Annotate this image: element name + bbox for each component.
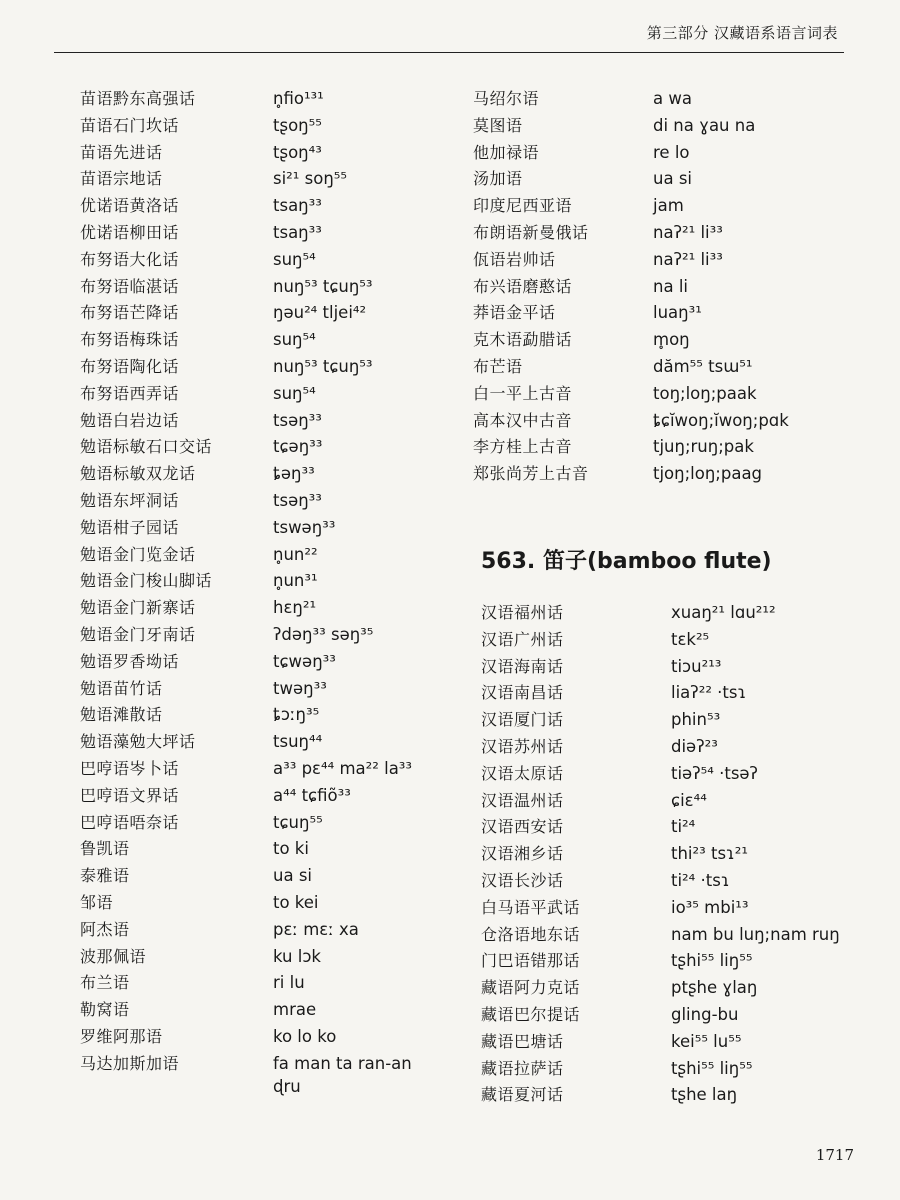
language-name: 勉语苗竹话 bbox=[80, 678, 163, 698]
language-name: 阿杰语 bbox=[80, 919, 130, 939]
language-name: 勒窝语 bbox=[80, 1000, 130, 1020]
language-name: 勉语标敏双龙话 bbox=[80, 464, 196, 484]
language-name: 仓洛语地东话 bbox=[481, 924, 581, 944]
word-form: to ki bbox=[273, 839, 309, 859]
word-form: ȶɔːŋ³⁵ bbox=[273, 705, 320, 725]
word-form: mrae bbox=[273, 1000, 317, 1020]
word-list-row bbox=[473, 140, 873, 167]
word-list-row bbox=[473, 975, 873, 1002]
word-list-row bbox=[473, 788, 873, 815]
language-name: 勉语藻勉大坪话 bbox=[80, 732, 196, 752]
word-form: naʔ²¹ li³³ bbox=[653, 222, 723, 242]
word-list-row bbox=[80, 542, 460, 569]
word-form: tjuŋ;ruŋ;pak bbox=[653, 437, 754, 457]
word-form: ŋəu²⁴ tljei⁴² bbox=[273, 303, 367, 323]
language-name: 巴哼语唔奈话 bbox=[80, 812, 180, 832]
word-list-row bbox=[80, 568, 460, 595]
language-name: 布努语梅珠话 bbox=[80, 330, 180, 350]
word-form: tiəʔ⁵⁴ ·tsəʔ bbox=[671, 763, 758, 783]
word-list-row bbox=[473, 948, 873, 975]
word-list-row bbox=[80, 86, 460, 113]
word-form: tsaŋ³³ bbox=[273, 222, 322, 242]
word-list-row bbox=[80, 300, 460, 327]
word-list-row bbox=[473, 627, 873, 654]
language-name: 巴哼语岑卜话 bbox=[80, 758, 180, 778]
language-name: 藏语巴塘话 bbox=[481, 1031, 564, 1051]
language-name: 高本汉中古音 bbox=[473, 410, 573, 430]
word-list-row bbox=[473, 654, 873, 681]
word-form: tsaŋ³³ bbox=[273, 196, 322, 216]
language-name: 罗维阿那语 bbox=[80, 1026, 163, 1046]
word-list-row bbox=[80, 140, 460, 167]
language-name: 苗语黔东高强话 bbox=[80, 89, 196, 108]
word-list-row bbox=[80, 997, 460, 1024]
word-form: ua si bbox=[273, 866, 312, 886]
language-name: 布努语芒降话 bbox=[80, 303, 180, 323]
word-list-row bbox=[473, 434, 873, 461]
language-name: 李方桂上古音 bbox=[473, 437, 573, 457]
language-name: 汉语厦门话 bbox=[481, 710, 564, 730]
word-list-row bbox=[473, 1082, 873, 1109]
word-form: luaŋ³¹ bbox=[653, 303, 702, 323]
word-form: to kei bbox=[273, 892, 319, 912]
language-name: 勉语金门梭山脚话 bbox=[80, 571, 213, 591]
word-list-row bbox=[80, 944, 460, 971]
word-form: tɕwəŋ³³ bbox=[273, 651, 336, 671]
word-form: tɕəŋ³³ bbox=[273, 437, 323, 457]
header-rule bbox=[54, 52, 844, 53]
language-name: 门巴语错那话 bbox=[481, 951, 581, 971]
language-name: 藏语拉萨话 bbox=[481, 1058, 564, 1078]
word-list-row bbox=[473, 868, 873, 895]
language-name: 莽语金平话 bbox=[473, 303, 556, 323]
word-form: nuŋ⁵³ tɕuŋ⁵³ bbox=[273, 276, 373, 296]
word-form: tiɔu²¹³ bbox=[671, 656, 722, 676]
word-list-row bbox=[80, 756, 460, 783]
word-list-row bbox=[80, 622, 460, 649]
language-name: 布朗语新曼俄话 bbox=[473, 222, 589, 242]
word-form: ɖru bbox=[273, 1077, 301, 1097]
word-list-row bbox=[473, 761, 873, 788]
word-form: pɛː mɛː xa bbox=[273, 919, 359, 939]
word-list-row bbox=[80, 649, 460, 676]
word-form: tsuŋ⁴⁴ bbox=[273, 732, 323, 752]
word-form: a wa bbox=[653, 89, 692, 108]
word-list-row bbox=[473, 274, 873, 301]
word-form: ptʂhe ɣlaŋ bbox=[671, 978, 758, 998]
language-name: 勉语柑子园话 bbox=[80, 517, 180, 537]
word-list-row bbox=[473, 166, 873, 193]
word-form: tʂhe laŋ bbox=[671, 1085, 738, 1105]
language-name: 马达加斯加语 bbox=[80, 1053, 180, 1073]
language-name: 布努语大化话 bbox=[80, 249, 180, 269]
word-list-row bbox=[473, 247, 873, 274]
word-list-row bbox=[473, 1029, 873, 1056]
word-form: ku lɔk bbox=[273, 946, 321, 966]
word-form: tʂoŋ⁵⁵ bbox=[273, 115, 322, 135]
word-list-row bbox=[80, 274, 460, 301]
language-name: 郑张尚芳上古音 bbox=[473, 464, 589, 484]
language-name: 印度尼西亚语 bbox=[473, 196, 573, 216]
word-list-row bbox=[473, 680, 873, 707]
language-name: 优诺语黄洛话 bbox=[80, 196, 180, 216]
word-list-row bbox=[473, 354, 873, 381]
language-name: 勉语金门新寨话 bbox=[80, 598, 196, 618]
word-list-row bbox=[80, 783, 460, 810]
word-list-row bbox=[80, 836, 460, 863]
word-form: jam bbox=[653, 196, 684, 216]
word-list-row bbox=[473, 86, 873, 113]
word-list-row bbox=[80, 434, 460, 461]
word-form: si²¹ soŋ⁵⁵ bbox=[273, 169, 348, 189]
word-form: tsəŋ³³ bbox=[273, 410, 322, 430]
word-list-row bbox=[80, 166, 460, 193]
word-form: liaʔ²² ·tsɿ bbox=[671, 683, 747, 703]
word-list-row bbox=[80, 113, 460, 140]
language-name: 汉语广州话 bbox=[481, 629, 564, 649]
word-form: tɕuŋ⁵⁵ bbox=[273, 812, 323, 832]
word-list-row bbox=[80, 595, 460, 622]
word-form: tsəŋ³³ bbox=[273, 490, 322, 510]
language-name: 汉语西安话 bbox=[481, 817, 564, 837]
word-list-row bbox=[80, 890, 460, 917]
word-list-row bbox=[80, 408, 460, 435]
word-form: nuŋ⁵³ tɕuŋ⁵³ bbox=[273, 356, 373, 376]
word-list-row bbox=[80, 676, 460, 703]
language-name: 巴哼语文界话 bbox=[80, 785, 180, 805]
language-name: 泰雅语 bbox=[80, 866, 130, 886]
word-list-row bbox=[473, 408, 873, 435]
word-form: tɛk²⁵ bbox=[671, 629, 710, 649]
language-name: 汉语南昌话 bbox=[481, 683, 564, 703]
word-list-row bbox=[80, 461, 460, 488]
word-list-row bbox=[80, 702, 460, 729]
word-list-row bbox=[473, 841, 873, 868]
word-list-row bbox=[80, 1077, 460, 1104]
language-name: 布努语陶化话 bbox=[80, 356, 180, 376]
word-list-row bbox=[80, 810, 460, 837]
language-name: 勉语标敏石口交话 bbox=[80, 437, 213, 457]
word-list-row bbox=[80, 917, 460, 944]
right-column bbox=[473, 86, 873, 1109]
word-form: suŋ⁵⁴ bbox=[273, 383, 316, 403]
language-name: 汉语福州话 bbox=[481, 602, 564, 622]
word-list-row bbox=[473, 895, 873, 922]
word-list-row bbox=[80, 1024, 460, 1051]
language-name: 汉语海南话 bbox=[481, 656, 564, 676]
word-form: naʔ²¹ li³³ bbox=[653, 249, 723, 269]
word-list-row bbox=[473, 327, 873, 354]
language-name: 布兰语 bbox=[80, 973, 130, 993]
word-list-row bbox=[473, 220, 873, 247]
word-form: tʂhi⁵⁵ liŋ⁵⁵ bbox=[671, 951, 753, 971]
word-form: a⁴⁴ tɕfiõ³³ bbox=[273, 785, 351, 805]
running-head: 第三部分 汉藏语系语言词表 bbox=[646, 24, 838, 42]
word-form: hɛŋ²¹ bbox=[273, 598, 317, 618]
language-name: 藏语巴尔提话 bbox=[481, 1004, 581, 1024]
word-list-row bbox=[80, 220, 460, 247]
word-list-row bbox=[473, 734, 873, 761]
language-name: 布努语临湛话 bbox=[80, 276, 180, 296]
language-name: 苗语先进话 bbox=[80, 142, 163, 162]
word-list-row bbox=[473, 922, 873, 949]
word-form: tʂhi⁵⁵ liŋ⁵⁵ bbox=[671, 1058, 753, 1078]
word-list-row bbox=[473, 814, 873, 841]
word-form: tʂoŋ⁴³ bbox=[273, 142, 322, 162]
word-form: na li bbox=[653, 276, 688, 296]
word-list-row bbox=[473, 300, 873, 327]
language-name: 藏语夏河话 bbox=[481, 1085, 564, 1105]
word-form: ko lo ko bbox=[273, 1026, 337, 1046]
word-list-row bbox=[473, 600, 873, 627]
word-form: fa man ta ran-an bbox=[273, 1053, 412, 1073]
word-form: io³⁵ mbi¹³ bbox=[671, 897, 749, 917]
word-form: kei⁵⁵ lu⁵⁵ bbox=[671, 1031, 742, 1051]
right-column-top-list bbox=[473, 86, 873, 488]
word-list-row bbox=[80, 1051, 460, 1078]
right-column-bottom-list bbox=[473, 600, 873, 1109]
word-form: ȶɕĭwoŋ;ĭwoŋ;pɑk bbox=[653, 410, 789, 430]
word-list-row bbox=[473, 1056, 873, 1083]
language-name: 白马语平武话 bbox=[481, 897, 581, 917]
language-name: 藏语阿力克话 bbox=[481, 978, 581, 998]
word-form: phin⁵³ bbox=[671, 710, 721, 730]
word-form: nam bu luŋ;nam ruŋ bbox=[671, 924, 840, 944]
language-name: 汉语苏州话 bbox=[481, 736, 564, 756]
language-name: 布兴语磨憨话 bbox=[473, 276, 573, 296]
language-name: 勉语滩散话 bbox=[80, 705, 163, 725]
word-form: suŋ⁵⁴ bbox=[273, 249, 316, 269]
word-list-row bbox=[80, 863, 460, 890]
word-list-row bbox=[473, 113, 873, 140]
word-form: gling-bu bbox=[671, 1004, 739, 1024]
word-form: thi²³ tsɿ²¹ bbox=[671, 844, 749, 864]
word-form: di na ɣau na bbox=[653, 115, 756, 135]
word-form: toŋ;loŋ;paak bbox=[653, 383, 757, 403]
word-form: ɕiɛ⁴⁴ bbox=[671, 790, 707, 810]
word-list-row bbox=[473, 707, 873, 734]
language-name: 勉语金门牙南话 bbox=[80, 624, 196, 644]
word-form: ua si bbox=[653, 169, 692, 189]
language-name: 汉语长沙话 bbox=[481, 870, 564, 890]
language-name: 优诺语柳田话 bbox=[80, 222, 180, 242]
word-list-row bbox=[80, 327, 460, 354]
word-form: ri lu bbox=[273, 973, 305, 993]
left-column bbox=[80, 86, 460, 1104]
page-number: 1717 bbox=[815, 1146, 854, 1164]
word-form: m̥oŋ bbox=[653, 330, 690, 350]
word-form: dăm⁵⁵ tsɯ⁵¹ bbox=[653, 356, 753, 376]
language-name: 波那佩语 bbox=[80, 946, 147, 966]
language-name: 佤语岩帅话 bbox=[473, 249, 556, 269]
word-form: ȶəŋ³³ bbox=[273, 464, 315, 484]
word-list-row bbox=[80, 381, 460, 408]
word-form: n̥un²² bbox=[273, 544, 318, 564]
word-form: a³³ pɛ⁴⁴ ma²² la³³ bbox=[273, 758, 413, 778]
language-name: 苗语石门坎话 bbox=[80, 115, 180, 135]
word-list-row bbox=[80, 354, 460, 381]
word-form: twəŋ³³ bbox=[273, 678, 327, 698]
language-name: 勉语罗香坳话 bbox=[80, 651, 180, 671]
language-name: 苗语宗地话 bbox=[80, 169, 163, 189]
language-name: 勉语白岩边话 bbox=[80, 410, 180, 430]
language-name: 汉语太原话 bbox=[481, 763, 564, 783]
word-form: xuaŋ²¹ lɑu²¹² bbox=[671, 602, 776, 622]
word-form: suŋ⁵⁴ bbox=[273, 330, 316, 350]
language-name: 他加禄语 bbox=[473, 142, 540, 162]
language-name: 白一平上古音 bbox=[473, 383, 573, 403]
language-name: 汉语湘乡话 bbox=[481, 844, 564, 864]
language-name: 克木语勐腊话 bbox=[473, 330, 573, 350]
word-list-row bbox=[473, 1002, 873, 1029]
word-list-row bbox=[473, 461, 873, 488]
language-name: 汉语温州话 bbox=[481, 790, 564, 810]
language-name: 勉语东坪洞话 bbox=[80, 490, 180, 510]
language-name: 勉语金门览金话 bbox=[80, 544, 196, 564]
word-list-row bbox=[80, 729, 460, 756]
language-name: 莫图语 bbox=[473, 115, 523, 135]
language-name: 汤加语 bbox=[473, 169, 523, 189]
word-form: ti²⁴ ·tsɿ bbox=[671, 870, 730, 890]
word-form: n̥un³¹ bbox=[273, 571, 318, 591]
word-list-row bbox=[473, 381, 873, 408]
word-list-row bbox=[80, 247, 460, 274]
word-form: ʔdəŋ³³ səŋ³⁵ bbox=[273, 624, 374, 644]
section-title: 563. 笛子(bamboo flute) bbox=[481, 548, 772, 574]
word-list-row bbox=[80, 488, 460, 515]
word-list-row bbox=[80, 515, 460, 542]
word-form: tswəŋ³³ bbox=[273, 517, 336, 537]
word-form: re lo bbox=[653, 142, 690, 162]
word-form: ti²⁴ bbox=[671, 817, 696, 837]
word-form: n̥fio¹³¹ bbox=[273, 89, 324, 108]
word-form: tjoŋ;loŋ;paag bbox=[653, 464, 763, 484]
language-name: 鲁凯语 bbox=[80, 839, 130, 859]
word-list-row bbox=[80, 193, 460, 220]
word-list-row bbox=[473, 193, 873, 220]
language-name: 邹语 bbox=[80, 892, 114, 912]
word-list-row bbox=[80, 970, 460, 997]
language-name: 布努语西弄话 bbox=[80, 383, 180, 403]
word-form: diəʔ²³ bbox=[671, 736, 718, 756]
language-name: 布芒语 bbox=[473, 356, 523, 376]
language-name: 马绍尔语 bbox=[473, 89, 540, 108]
